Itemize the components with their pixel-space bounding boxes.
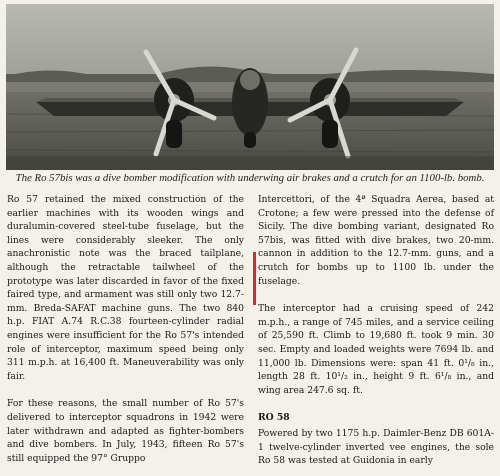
- revision-marker: [253, 252, 256, 305]
- left-column: [7, 193, 244, 473]
- aircraft-photo-drawing: [6, 4, 494, 170]
- photo-caption: The Ro 57bis was a dive bomber modification with underwing air brakes and a crutch for an 1100-lb. bomb.: [15, 172, 485, 184]
- right-column: [258, 193, 494, 476]
- right-paragraph-2: The interceptor had a cruising speed of 242 m.p.h., a range of 745 miles, and a service ceiling of 25,590 ft. Climb to 19,680 ft. took 9 min. 30 sec. Empty and loaded weights were 7694 lb. and 11,000 lb. Dimensions were: span 41 ft. 0¹/₈ in., length 28 ft. 10¹/₂ in., height 9 ft. 6¹/₈ in., and wing area 247.6 sq. ft.: [258, 303, 494, 396]
- aircraft-photo: [6, 4, 494, 170]
- section-heading: RO 58: [258, 412, 290, 424]
- right-paragraph-3: Powered by two 1175 h.p. Daimler-Benz DB 601A-1 twelve-cylinder inverted vee engines, the sole Ro 58 was tested at Guidonia in early: [258, 427, 494, 467]
- right-paragraph-1: Intercettori, of the 4ª Squadra Aerea, based at Crotone; a few were pressed into the defense of Sicily. The dive bombing variant, designated Ro 57bis, was fitted with dive brakes, two 20-mm. cannon in addition to the 12.7-mm. guns, and a crutch for bombs up to 1100 lb. under the fuselage.: [258, 194, 494, 287]
- left-paragraph-1: Ro 57 retained the mixed construction of the earlier machines with its wooden wings and duralumin-covered steel-tube fuselage, but the lines were considerably sleeker. The only anachronistic note was the braced tailplane, although the retractable tailwheel of the prototype was later discarded in favor of the fixed faired type, and armament was still only two 12.7-mm. Breda-SAFAT machine guns. The two 840 h.p. FIAT A.74 R.C.38 fourteen-cylinder radial engines were insufficient for the Ro 57's intended role of interceptor, maximum speed being only 311 m.p.h. at 16,400 ft. Maneuverability was only fair.: [7, 194, 244, 382]
- left-paragraph-2: For these reasons, the small number of Ro 57's delivered to interceptor squadrons in 1942 were later withdrawn and adapted as fighter-bombers and dive bombers. In July, 1943, fifteen Ro 57's still equipped the 97° Gruppo: [7, 398, 244, 464]
